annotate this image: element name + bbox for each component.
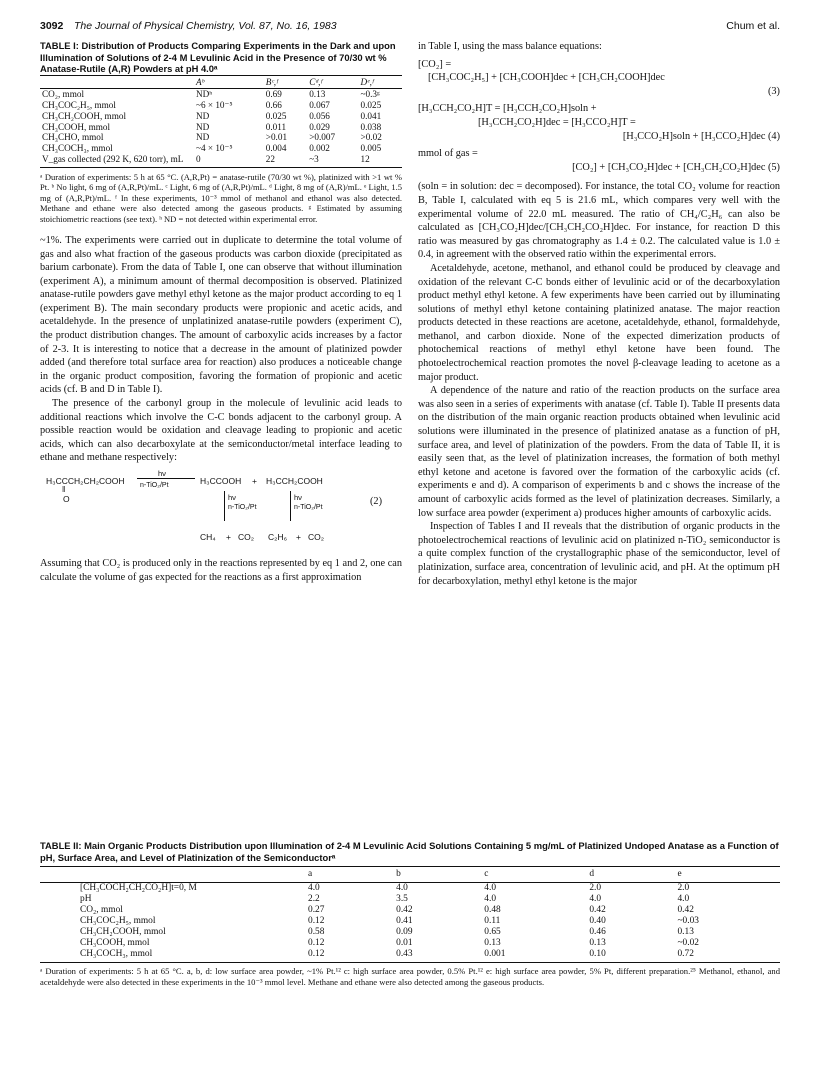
table-cell: CH₃CH₂COOH, mmol [42, 110, 126, 121]
scheme-product1: H₃CCOOH [200, 476, 242, 486]
table-cell: ~3 [307, 154, 358, 167]
table-row [40, 894, 780, 905]
table-cell: >0.02 [360, 132, 382, 143]
table-cell: CH₃COCH₃, mmol [40, 949, 304, 963]
table1-header: Bᶜ,ᶠ [264, 75, 307, 89]
equation-number: (3) [767, 85, 780, 97]
table-cell: 3.5 [396, 894, 408, 904]
table-cell: CH₃COOH, mmol [80, 938, 150, 948]
table-cell: 0.10 [585, 949, 673, 963]
table-cell: 0.002 [309, 143, 330, 154]
table-cell: 4.0 [396, 883, 408, 893]
paragraph: (soln = in solution: dec = decomposed). For instance, the total CO₂ volume for reaction B, Table I, calculated with eq 5 is 21.6 mL, which compares very well with the experimental volume of 22.0 mL measured. The ratio of CH₄/C₂H₆ can also be calculated as [CH₃CO₂H]dec/[CH₃CH₂CO₂H]dec. For instance, for reaction D this ratio was measured by gas chromatography as 1.4 ± 0.2. The calculated value is 1.0 ± 0.4, in agreement with the observed ratio within the experimental errors. [418, 181, 780, 261]
page-number: 3092 [40, 20, 64, 32]
table-cell: ND [196, 110, 210, 121]
table1-header-row [40, 75, 402, 89]
table-cell: CH₃COC₂H₅, mmol [42, 100, 116, 111]
table-cell: 2.2 [308, 894, 320, 904]
table-cell: 0.66 [265, 100, 282, 111]
equation-lhs: [CO₂] = [418, 58, 452, 70]
table-cell: 0 [194, 154, 264, 167]
table2-header [40, 867, 304, 883]
scheme-plus: + [226, 532, 231, 542]
table-row [40, 927, 780, 938]
table-cell: CO₂, mmol [80, 905, 123, 915]
table-cell: 0.09 [396, 927, 413, 937]
equation-line: [H₃CCH₂CO₂H]T = [H₃CCH₂CO₂H]soln + [418, 103, 597, 115]
table-cell: 0.041 [360, 110, 382, 121]
reaction-arrow [290, 491, 291, 521]
table-row [40, 938, 780, 949]
table-row [40, 111, 402, 122]
table-cell: ~0.02 [677, 938, 699, 948]
table-cell: NDʰ [196, 89, 213, 100]
paragraph: The presence of the carbonyl group in the molecule of levulinic acid leads to additional reactions which involve the C-C bonds adjacent to the carbonyl group. A possible reaction would be oxidation and cleavage leading to propionic and acetic acids, which can also decarboxylate at the semiconductor/metal interface leading to ethane and methane respectively: [40, 398, 402, 464]
table-cell: 0.42 [589, 905, 606, 915]
equation-3 [418, 58, 780, 99]
scheme-carbonyl-bond: ‖ [62, 485, 66, 494]
scheme-hv: hν [294, 493, 302, 502]
table2-caption: TABLE II: Main Organic Products Distribution upon Illumination of 2-4 M Levulinic Acid Solutions Containing 5 mg/mL of Platinized Undoped Anatase as a Function of pH, Surface Area, and Level of Platinization of the Semiconductorᵃ [40, 840, 780, 867]
table-row [40, 100, 402, 111]
table2-header: b [392, 867, 480, 883]
table-cell: 0.46 [589, 927, 606, 937]
scheme-bottom: CO₂ [308, 532, 325, 542]
table-cell: 0.43 [392, 949, 480, 963]
table-cell: ~4 × 10⁻⁵ [196, 143, 233, 154]
table-cell: CH₃COCH₃, mmol [42, 143, 113, 154]
table-cell: 2.0 [677, 883, 690, 893]
table2 [40, 867, 780, 963]
scheme-catalyst: n-TiO₂/Pt [140, 482, 169, 489]
table-cell: 0.11 [484, 916, 501, 926]
scheme-bottom: CH₄ [200, 532, 216, 542]
scheme-bottom: C₂H₆ [268, 532, 288, 542]
equation-4 [418, 102, 780, 143]
table-cell: 0.01 [396, 938, 413, 948]
reaction-scheme-2 [40, 469, 402, 555]
scheme-hv: hν [158, 469, 166, 478]
paragraph: Acetaldehyde, acetone, methanol, and ethanol could be produced by cleavage and oxidation of the relevant C-C bonds either of levulinic acid or of the decarboxylation product methyl ethyl ketone. A few experiments have been carried out by illuminating solutions of methyl ethyl ketone containing platinized anatase. The major reaction products detected in these reactions are acetone, acetaldehyde, ethanol, formaldehyde, methanol, and carbon dioxide. None of the expected dimerization products of photochemical reactions of methyl ethyl ketone have been found. The photoelectrochemical reaction promotes the novel β-cleavage leading to acetone as a major product. [418, 262, 780, 383]
scheme-hv: hν [228, 493, 236, 502]
paragraph: A dependence of the nature and ratio of the reaction products on the surface area was also seen in a series of experiments with anatase (cf. Table I). Table II presents data on the distribution of the main organic reaction products obtained when levulinic acid solutions were illuminated in the presence of platinized anatase as a function of pH, surface area, and level of platinization of the powders. From the data of Table II, it is easily seen that, as the level of platinization increases, the formation of both methyl ethyl ketone and acetone is favored over the formation of the carboxylic acids (cf. experiments e and d). A comparison of experiments b and c shows the increase of the amount of carboxylic acids formed as the level of platinization decreases. Similarly, a low surface area powder (experiment a) produces higher amounts of carboxylic acids. [418, 385, 780, 519]
table-cell: 0.41 [396, 916, 413, 926]
table-cell: V_gas collected (292 K, 620 torr), mL [40, 154, 194, 167]
table-cell: 4.0 [308, 883, 320, 893]
table-cell: 0.12 [308, 938, 325, 948]
table1-header: Aᵇ [194, 75, 264, 89]
table-cell: 0.12 [308, 916, 325, 926]
table-row [40, 916, 780, 927]
table-row [40, 949, 780, 963]
table-cell: 0.12 [304, 949, 392, 963]
equation-rhs: [CH₃COC₂H₅] + [CH₃COOH]dec + [CH₃CH₂COOH]dec [428, 72, 665, 84]
table-cell: 0.42 [677, 905, 694, 915]
scheme-catalyst: n-TiO₂/Pt [294, 504, 323, 511]
left-column [40, 40, 402, 584]
table-cell: ND [196, 121, 210, 132]
table-row [40, 89, 402, 100]
table2-header: d [585, 867, 673, 883]
table2-footnote: ᵃ Duration of experiments: 5 h at 65 °C. a, b, d: low surface area powder, ~1% Pt.¹² c: high surface area powder, 0.5% Pt.¹² e: high surface area powder, 5% Pt, different preparation.²⁵ Methanol, ethanol, and acetaldehyde were also detected in these experiments in the 10⁻³ mmol level. Methane and ethane were also detected among the gaseous products. [40, 966, 780, 987]
table-cell: ~6 × 10⁻⁵ [196, 100, 233, 111]
reaction-arrow [224, 491, 225, 521]
running-header [40, 20, 780, 38]
equation-lhs: mmol of gas = [418, 148, 478, 160]
table-cell: pH [80, 894, 92, 904]
table-cell: ND [196, 132, 210, 143]
table-cell: 0.067 [309, 100, 330, 111]
equation-line: [H₃CCH₂CO₂H]dec = [H₃CCO₂H]T = [478, 116, 636, 128]
table-cell: 0.056 [309, 110, 330, 121]
table-cell: 0.025 [360, 100, 382, 111]
table2-header-row [40, 867, 780, 883]
table-cell: 0.69 [265, 89, 282, 100]
equation-rhs: [CO₂] + [CH₃CO₂H]dec + [CH₃CH₂CO₂H]dec (5) [572, 161, 780, 173]
table-cell: 0.029 [309, 121, 330, 132]
table-cell: 0.48 [484, 905, 501, 915]
scheme-catalyst: n-TiO₂/Pt [228, 504, 257, 511]
scheme-plus: + [296, 532, 301, 542]
table-cell: 0.40 [589, 916, 606, 926]
table-cell: 0.72 [673, 949, 780, 963]
equation-number: (2) [370, 496, 383, 507]
scheme-product2: H₃CCH₂COOH [266, 476, 323, 486]
table1-caption: TABLE I: Distribution of Products Comparing Experiments in the Dark and upon Illumination of Solutions of 2-4 M Levulinic Acid in the Presence of 70/30 wt % Anatase-Rutile (A,R) Powders at pH 4.0ᵃ [40, 40, 396, 74]
table-cell: ~0.3ᵍ [360, 89, 380, 100]
table1-header: Cᵈ,ᶠ [307, 75, 358, 89]
scheme-reactant: H₃CCCH₂CH₂COOH [46, 476, 125, 486]
table-cell: [CH₃COCH₂CH₂CO₂H]t=0, M [80, 883, 197, 893]
table-cell: 4.0 [589, 894, 602, 904]
right-column [418, 40, 780, 588]
table-cell: 0.13 [677, 927, 694, 937]
table-cell: 4.0 [484, 883, 496, 893]
paragraph: in Table I, using the mass balance equations: [418, 41, 602, 52]
table-row [40, 122, 402, 133]
table-cell: 0.038 [360, 121, 382, 132]
table-cell: CO₂, mmol [42, 89, 84, 100]
table-cell: CH₃COC₂H₅, mmol [80, 916, 156, 926]
table-cell: 4.0 [484, 894, 496, 904]
table2-block [40, 840, 780, 987]
table-row [40, 132, 402, 143]
paragraph: ~1%. The experiments were carried out in duplicate to determine the total volume of gas and also what fraction of the gaseous products was carbon dioxide (precipitated as barium carbonate). From the data of Table I, one can observe that without illumination (experiment A), a minimum amount of thermal decomposition is observed. Platinized anatase-rutile powders gave methyl ethyl ketone as the major product according to eq 1 (experiment B). The main secondary products were propionic and acetic acids, and acetaldehyde. In the presence of unplatinized anatase-rutile powders (experiment C), the product distribution changes. The amount of carboxylic acids increases by a factor of 2-3. It is interesting to notice that a decrease in the amount of platinized powder added (and therefore total surface area for reaction) also produces a noticeable change in the organic product composition, favoring the formation of propionic and acetic acids (cf. B and D in Table I). [40, 234, 402, 396]
table-cell: 0.42 [396, 905, 413, 915]
table-cell: ~0.03 [677, 916, 699, 926]
equation-5 [418, 147, 780, 174]
table-row [40, 154, 402, 167]
table-cell: 0.58 [308, 927, 325, 937]
table-cell: 2.0 [589, 883, 602, 893]
table-cell: 0.025 [265, 110, 287, 121]
table-cell: 12 [359, 154, 402, 167]
table1-header [40, 75, 194, 89]
table-cell: 0.13 [589, 938, 606, 948]
table-cell: CH₃COOH, mmol [42, 121, 111, 132]
table-cell: 0.001 [480, 949, 585, 963]
table-cell: 4.0 [677, 894, 690, 904]
paragraph: Inspection of Tables I and II reveals that the distribution of organic products in the photoelectrochemical reactions of levulinic acid on platinized n-TiO₂ semiconductor is a quite complex function of the crystallographic phase of the semiconductor, level of platinization, surface area, concentration of levulinic acid, and pH. At the optimum pH for decarboxylation, methyl ethyl ketone is the major [418, 521, 780, 587]
paragraph: Assuming that CO₂ is produced only in the reactions represented by eq 1 and 2, one can calculate the volume of gas expected for the reactions as a first approximation [40, 558, 402, 583]
table-cell: 0.004 [265, 143, 287, 154]
table-cell: CH₃CH₂COOH, mmol [80, 927, 166, 937]
table-row [40, 883, 780, 895]
table1 [40, 75, 402, 168]
table-cell: 0.011 [265, 121, 287, 132]
table-cell: 0.27 [308, 905, 325, 915]
scheme-plus: + [252, 476, 257, 486]
table-row [40, 905, 780, 916]
table2-header: e [673, 867, 780, 883]
authors: Chum et al. [726, 20, 780, 32]
scheme-bottom: CO₂ [238, 532, 255, 542]
table-row [40, 143, 402, 154]
table2-header: c [480, 867, 585, 883]
table-cell: 0.65 [484, 927, 501, 937]
table1-footnotes: ᵃ Duration of experiments: 5 h at 65 °C. (A,R,Pt) = anatase-rutile (70/30 wt %), platinized with >1 wt % Pt. ᵇ No light, 6 mg of (A,R,Pt)/mL. ᶜ Light, 6 mg of (A,R,Pt)/mL. ᵈ Light, 8 mg of (A,R)/mL. ᵉ Light, 1.5 mg of (A,R,Pt)/mL. ᶠ In these experiments, 10⁻³ mmol of methanol and ethanol was also detected. Methane and ethane were also detected among the gaseous products. ᵍ Estimated by assuming stoichiometric reactions (see text). ʰ ND = not detected within experimental error. [40, 171, 402, 224]
table1-header: Dᵉ,ᶠ [359, 75, 402, 89]
equation-line: [H₃CCO₂H]soln + [H₃CCO₂H]dec (4) [622, 130, 780, 142]
table-cell: 0.13 [309, 89, 326, 100]
table2-header: a [304, 867, 392, 883]
journal-title: The Journal of Physical Chemistry, Vol. 87, No. 16, 1983 [73, 20, 337, 32]
table-cell: >0.007 [309, 132, 336, 143]
table-cell: >0.01 [265, 132, 288, 143]
table-cell: 0.005 [360, 143, 382, 154]
table-cell: CH₃CHO, mmol [42, 132, 104, 143]
table-cell: 22 [264, 154, 307, 167]
scheme-carbonyl-o: O [63, 494, 70, 504]
table-cell: 0.13 [484, 938, 501, 948]
